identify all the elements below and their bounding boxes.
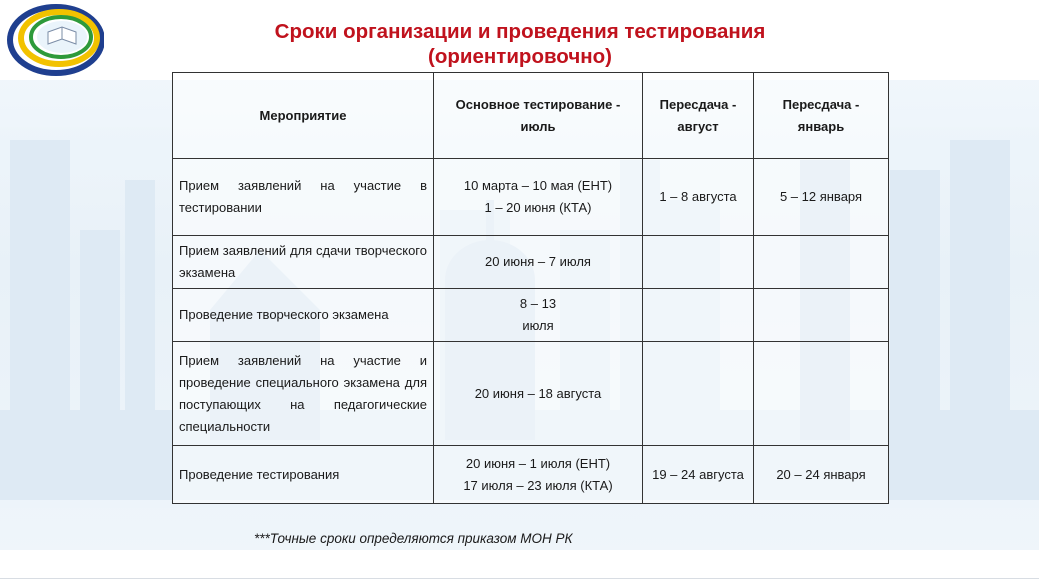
main-cell [434,236,643,289]
main-line: 10 марта – 10 мая (ЕНТ) [463,178,613,193]
main-cell [434,446,643,504]
august-cell [643,342,754,446]
main-line: 17 июля – 23 июля (КТА) [463,477,613,493]
table-row [173,159,889,236]
event-cell: Прием заявлений на участие в тестировании [173,159,434,236]
august-cell [643,289,754,342]
logo [4,4,104,76]
august-cell [643,236,754,289]
january-cell: 20 – 24 января [754,446,889,504]
table-row [173,236,889,289]
main-line: июля [522,318,554,333]
footnote: ***Точные сроки определяются приказом МОН РК [254,531,573,546]
table-row [173,342,889,446]
main-line: 8 – 13 [519,296,557,311]
main-line: 20 июня – 18 августа [474,385,602,401]
main-cell [434,289,643,342]
august-cell: 19 – 24 августа [643,446,754,504]
august-cell: 1 – 8 августа [643,159,754,236]
table-row [173,446,889,504]
event-cell: Прием заявлений для сдачи творческого экзамена [173,236,434,289]
header-main: Основное тестирование - июль [434,73,643,159]
header-event: Мероприятие [173,73,434,159]
main-cell [434,342,643,446]
main-line: 1 – 20 июня (КТА) [484,200,592,215]
header-row [173,73,889,159]
january-cell [754,342,889,446]
main-line: 20 июня – 7 июля [485,254,591,269]
main-cell [434,159,643,236]
header-january: Пересдача - январь [754,73,889,159]
footer-divider [0,578,1039,579]
schedule-table [172,72,889,504]
page-title [200,19,840,69]
january-cell: 5 – 12 января [754,159,889,236]
january-cell [754,289,889,342]
january-cell [754,236,889,289]
title-line-1: Сроки организации и проведения тестирования [274,20,766,43]
event-cell: Прием заявлений на участие и проведение специального экзамена для поступающих на педагогические специальности [173,342,434,446]
event-cell: Проведение тестирования [173,446,434,504]
title-line-2: (ориентировочно) [428,45,612,68]
header-august: Пересдача - август [643,73,754,159]
table-row [173,289,889,342]
event-cell: Проведение творческого экзамена [173,289,434,342]
main-line: 20 июня – 1 июля (ЕНТ) [465,455,611,471]
